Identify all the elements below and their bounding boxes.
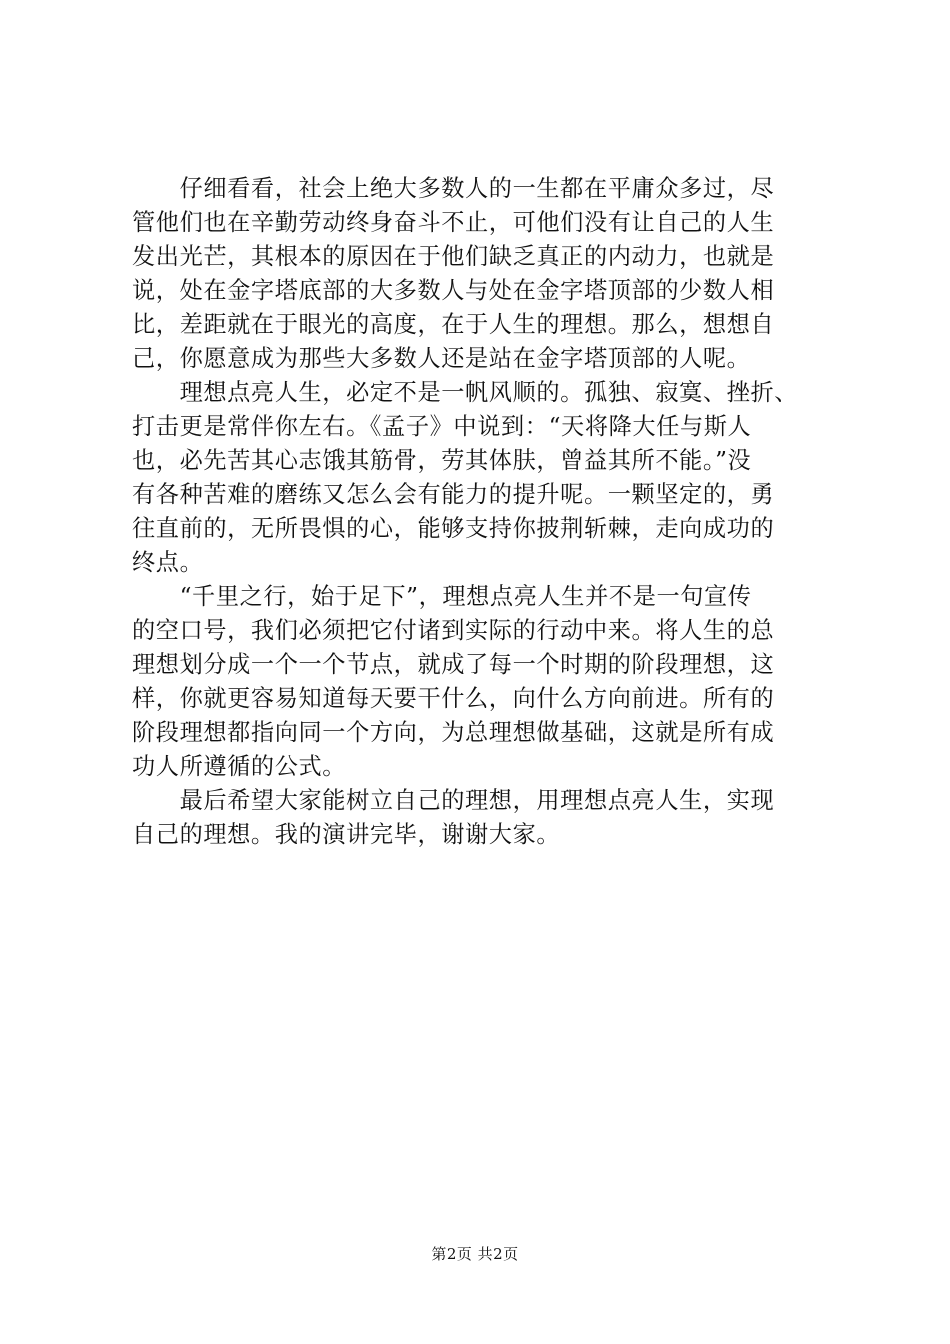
- text-line: 有各种苦难的磨练又怎么会有能力的提升呢。一颗坚定的，勇: [132, 481, 775, 508]
- text-line: 最后希望大家能树立自己的理想，用理想点亮人生，实现: [132, 787, 775, 814]
- text-line: 阶段理想都指向同一个方向，为总理想做基础，这就是所有成: [132, 719, 775, 746]
- text-line: 自己的理想。我的演讲完毕，谢谢大家。: [132, 821, 561, 848]
- page-number: 第2页 共2页: [431, 1245, 519, 1263]
- text-line: 也，必先苦其心志饿其筋骨，劳其体肤，曾益其所不能。”没: [132, 447, 752, 474]
- text-line: 终点。: [132, 549, 204, 576]
- text-line: 样，你就更容易知道每天要干什么，向什么方向前进。所有的: [132, 685, 775, 712]
- text-line: 发出光芒，其根本的原因在于他们缺乏真正的内动力，也就是: [132, 243, 775, 270]
- text-line: 说，处在金字塔底部的大多数人与处在金字塔顶部的少数人相: [132, 277, 775, 304]
- text-line: 理想点亮人生，必定不是一帆风顺的。孤独、寂寞、挫折、: [132, 379, 799, 406]
- text-line: 比，差距就在于眼光的高度，在于人生的理想。那么，想想自: [132, 311, 775, 338]
- text-line: “千里之行，始于足下”，理想点亮人生并不是一句宣传: [132, 583, 752, 610]
- text-line: 功人所遵循的公式。: [132, 753, 347, 780]
- text-line: 己，你愿意成为那些大多数人还是站在金字塔顶部的人呢。: [132, 345, 751, 372]
- text-line: 仔细看看，社会上绝大多数人的一生都在平庸众多过，尽: [132, 175, 775, 202]
- text-line: 往直前的，无所畏惧的心，能够支持你披荆斩棘，走向成功的: [132, 515, 775, 542]
- body-text: [132, 172, 831, 852]
- text-line: 理想划分成一个一个节点，就成了每一个时期的阶段理想，这: [132, 651, 775, 678]
- text-line: 管他们也在辛勤劳动终身奋斗不止，可他们没有让自己的人生: [132, 209, 775, 236]
- text-line: 的空口号，我们必须把它付诸到实际的行动中来。将人生的总: [132, 617, 775, 644]
- text-line: 打击更是常伴你左右。《孟子》中说到：“天将降大任与斯人: [132, 413, 752, 440]
